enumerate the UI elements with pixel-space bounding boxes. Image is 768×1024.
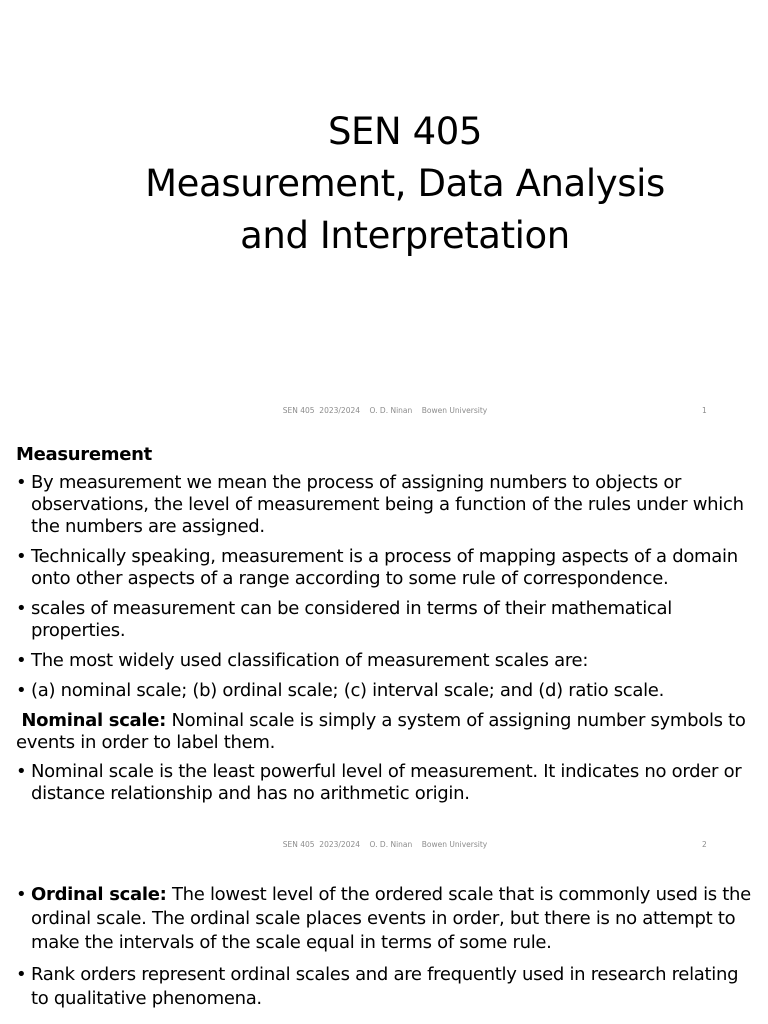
title-line-3: and Interpretation (240, 214, 570, 257)
section-heading: Measurement (16, 444, 152, 465)
bullet-item: • Technically speaking, measurement is a process of mapping aspects of a domain onto other aspects of a range according to some rule of correspondence. (16, 546, 756, 590)
slide-2 (0, 432, 768, 864)
nominal-scale-label: Nominal scale: (21, 710, 167, 731)
ordinal-scale-label: Ordinal scale: (31, 884, 167, 905)
title-line-1: SEN 405 (327, 110, 483, 153)
title-line-2: Measurement, Data Analysis (145, 162, 665, 205)
bullet-item: • The most widely used classification of measurement scales are: (16, 650, 756, 672)
nominal-scale-paragraph (16, 710, 756, 754)
slide-page-number: 2 (702, 840, 707, 849)
bullet-item: • scales of measurement can be considered in terms of their mathematical properties. (16, 598, 756, 642)
bullet-item: • Nominal scale is the least powerful level of measurement. It indicates no order or distance relationship and has no arithmetic origin. (16, 761, 756, 805)
ordinal-scale-bullet (16, 883, 756, 955)
slide-body (16, 444, 756, 813)
slide-3 (0, 864, 768, 1024)
slide-page-number: 1 (702, 406, 707, 415)
bullet-item: • (a) nominal scale; (b) ordinal scale; (c) interval scale; and (d) ratio scale. (16, 680, 756, 702)
ordinal-scale-text: The lowest level of the ordered scale that is commonly used is the ordinal scale. The ordinal scale places events in order, but there is no attempt to make the intervals of the scale equal in terms of some rule. (31, 884, 751, 953)
slide-footer: SEN 405 2023/2024 O. D. Ninan Bowen University (282, 406, 488, 415)
slide-1 (0, 0, 768, 432)
slide-body (16, 883, 756, 1019)
slide-footer: SEN 405 2023/2024 O. D. Ninan Bowen University (282, 840, 488, 849)
bullet-item: • Rank orders represent ordinal scales and are frequently used in research relating to qualitative phenomena. (16, 963, 756, 1011)
slide-title (0, 106, 768, 262)
nominal-scale-text: Nominal scale is simply a system of assigning number symbols to events in order to label them. (16, 710, 746, 753)
bullet-item: • By measurement we mean the process of assigning numbers to objects or observations, the level of measurement being a function of the rules under which the numbers are assigned. (16, 472, 756, 538)
